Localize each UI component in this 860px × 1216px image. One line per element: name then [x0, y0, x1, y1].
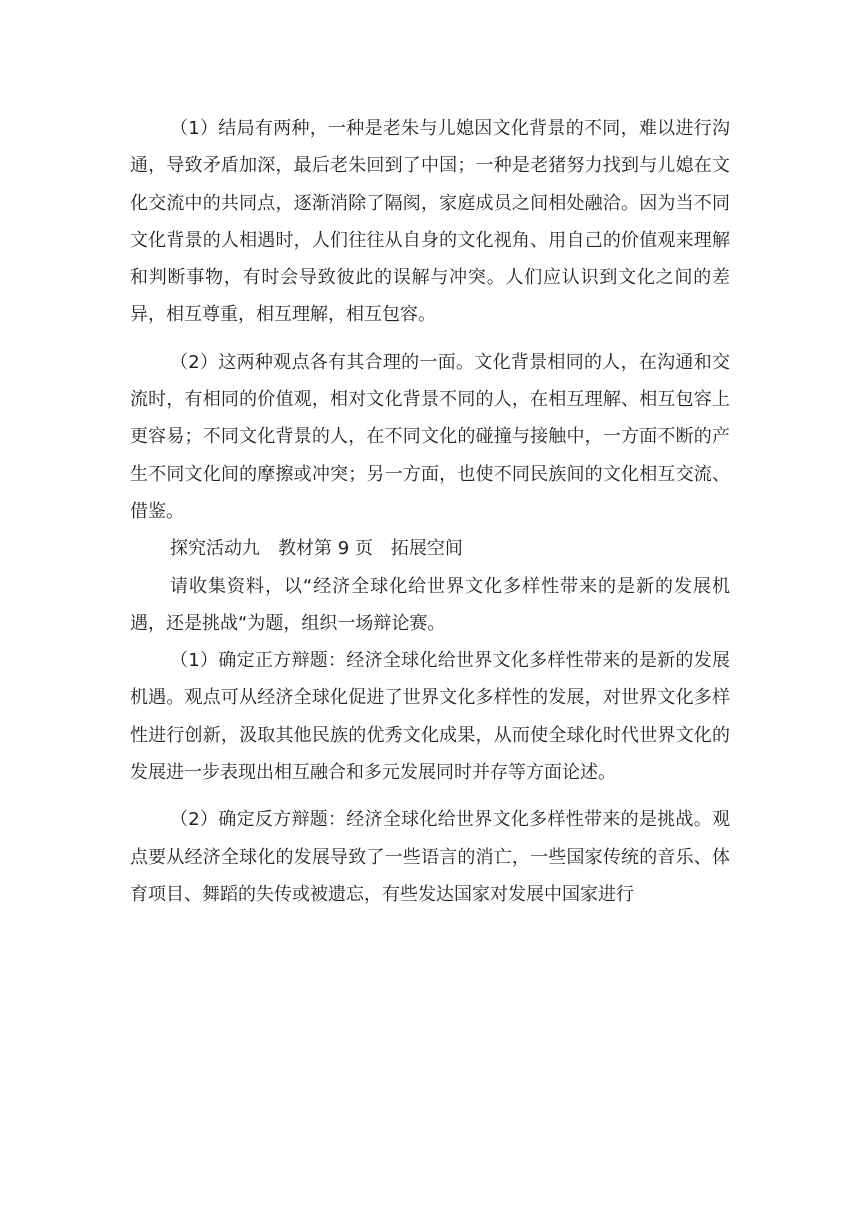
- paragraph-negative-side: （2）确定反方辩题：经济全球化给世界文化多样性带来的是挑战。观点要从经济全球化的发展导致了一些语言的消亡，一些国家传统的音乐、体育项目、舞蹈的失传或被遗忘，有些发达国家对发展中国家进行: [130, 809, 730, 905]
- document-body: [130, 110, 730, 913]
- paragraph-viewpoints-analysis: （2）这两种观点各有其合理的一面。文化背景相同的人，在沟通和交流时，有相同的价值观，相对文化背景不同的人，在相互理解、相互包容上更容易；不同文化背景的人，在不同文化的碰撞与接触中，一方面不断的产生不同文化间的摩擦或冲突；另一方面，也使不同民族间的文化相互交流、借鉴。: [130, 351, 730, 522]
- paragraph-ending-analysis: （1）结局有两种，一种是老朱与儿媳因文化背景的不同，难以进行沟通，导致矛盾加深，最后老朱回到了中国；一种是老猪努力找到与儿媳在文化交流中的共同点，逐渐消除了隔阂，家庭成员之间相处融洽。因为当不同文化背景的人相遇时，人们往往从自身的文化视角、用自己的价值观来理解和判断事物，有时会导致彼此的误解与冲突。人们应认识到文化之间的差异，相互尊重，相互理解，相互包容。: [130, 118, 730, 326]
- paragraph-affirmative-side: （1）确定正方辩题：经济全球化给世界文化多样性带来的是新的发展机遇。观点可从经济全球化促进了世界文化多样性的发展，对世界文化多样性进行创新，汲取其他民族的优秀文化成果，从而使全球化时代世界文化的发展进一步表现出相互融合和多元发展同时并存等方面论述。: [130, 650, 730, 784]
- section-heading-activity-nine: 探究活动九 教材第 9 页 拓展空间: [170, 538, 463, 560]
- paragraph-debate-prompt: 请收集资料，以“经济全球化给世界文化多样性带来的是新的发展机遇，还是挑战“为题，组织一场辩论赛。: [130, 575, 730, 634]
